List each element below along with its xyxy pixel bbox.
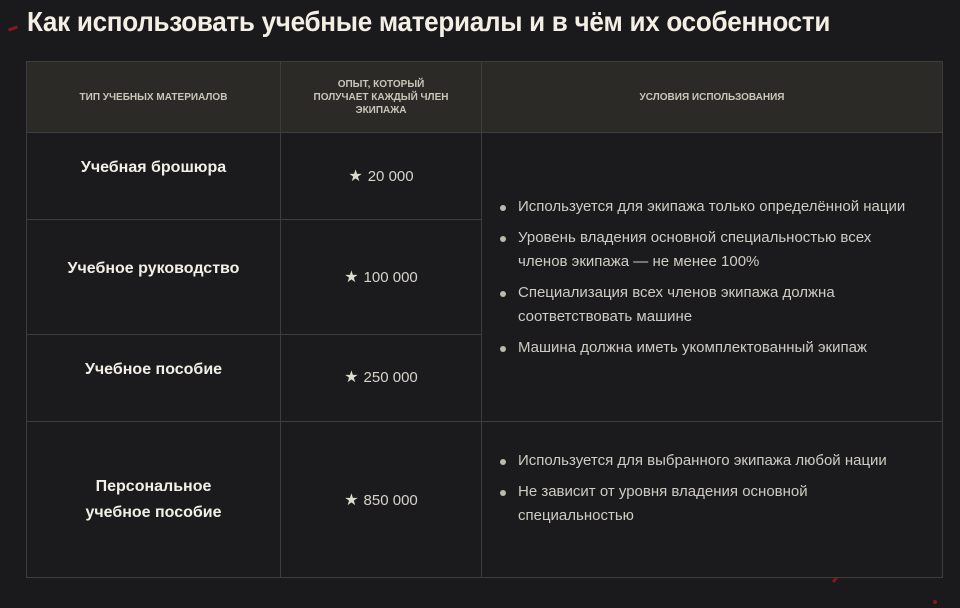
xp-value: 250 000: [363, 369, 418, 386]
xp-value: 100 000: [363, 269, 418, 286]
list-item: [500, 336, 922, 360]
condition-text: Специализация всех членов экипажа должна соответствовать машине: [518, 283, 835, 325]
condition-text: Уровень владения основной специальностью всех членов экипажа — не менее 100%: [518, 228, 872, 270]
training-materials-table: [26, 61, 943, 578]
page-title: Как использовать учебные материалы и в чём их особенности: [27, 6, 831, 37]
xp-cell: [281, 422, 482, 578]
column-header-xp: ОПЫТ, КОТОРЫЙ ПОЛУЧАЕТ КАЖДЫЙ ЧЛЕН ЭКИПАЖА: [281, 62, 482, 133]
xp-cell: [281, 220, 482, 335]
column-header-conditions: УСЛОВИЯ ИСПОЛЬЗОВАНИЯ: [482, 62, 943, 133]
material-name: Учебное пособие: [27, 335, 281, 422]
bullet-icon: [500, 346, 506, 352]
material-name: Персональное учебное пособие: [27, 422, 281, 578]
star-icon: ★: [344, 491, 359, 509]
table-row: [27, 422, 943, 578]
condition-text: Используется для экипажа только определённой нации: [518, 197, 906, 215]
xp-cell: [281, 335, 482, 422]
material-name: Учебная брошюра: [27, 133, 281, 220]
xp-value: 850 000: [363, 491, 418, 509]
bullet-icon: [500, 205, 506, 211]
conditions-list: [500, 195, 922, 360]
list-item: [500, 480, 922, 528]
condition-text: Используется для выбранного экипажа любой нации: [518, 452, 887, 469]
conditions-cell: [482, 133, 943, 422]
condition-text: Не зависит от уровня владения основной специальностью: [518, 483, 808, 524]
bullet-icon: [500, 490, 506, 496]
star-icon: ★: [344, 269, 359, 286]
list-item: [500, 449, 922, 473]
star-icon: ★: [348, 168, 363, 185]
ember-decoration: [933, 600, 937, 604]
table-header-row: [27, 62, 943, 133]
column-header-type: ТИП УЧЕБНЫХ МАТЕРИАЛОВ: [27, 62, 281, 133]
condition-text: Машина должна иметь укомплектованный экипаж: [518, 338, 867, 356]
xp-cell: [281, 133, 482, 220]
star-icon: ★: [344, 369, 359, 386]
bullet-icon: [500, 236, 506, 242]
list-item: [500, 281, 922, 329]
ember-decoration: [8, 25, 18, 31]
bullet-icon: [500, 459, 506, 465]
list-item: [500, 226, 922, 274]
bullet-icon: [500, 291, 506, 297]
xp-value: 20 000: [367, 168, 414, 185]
conditions-cell: [482, 422, 943, 578]
conditions-list: [500, 449, 922, 528]
list-item: [500, 195, 922, 219]
table-row: [27, 133, 943, 220]
material-name: Учебное руководство: [27, 220, 281, 335]
